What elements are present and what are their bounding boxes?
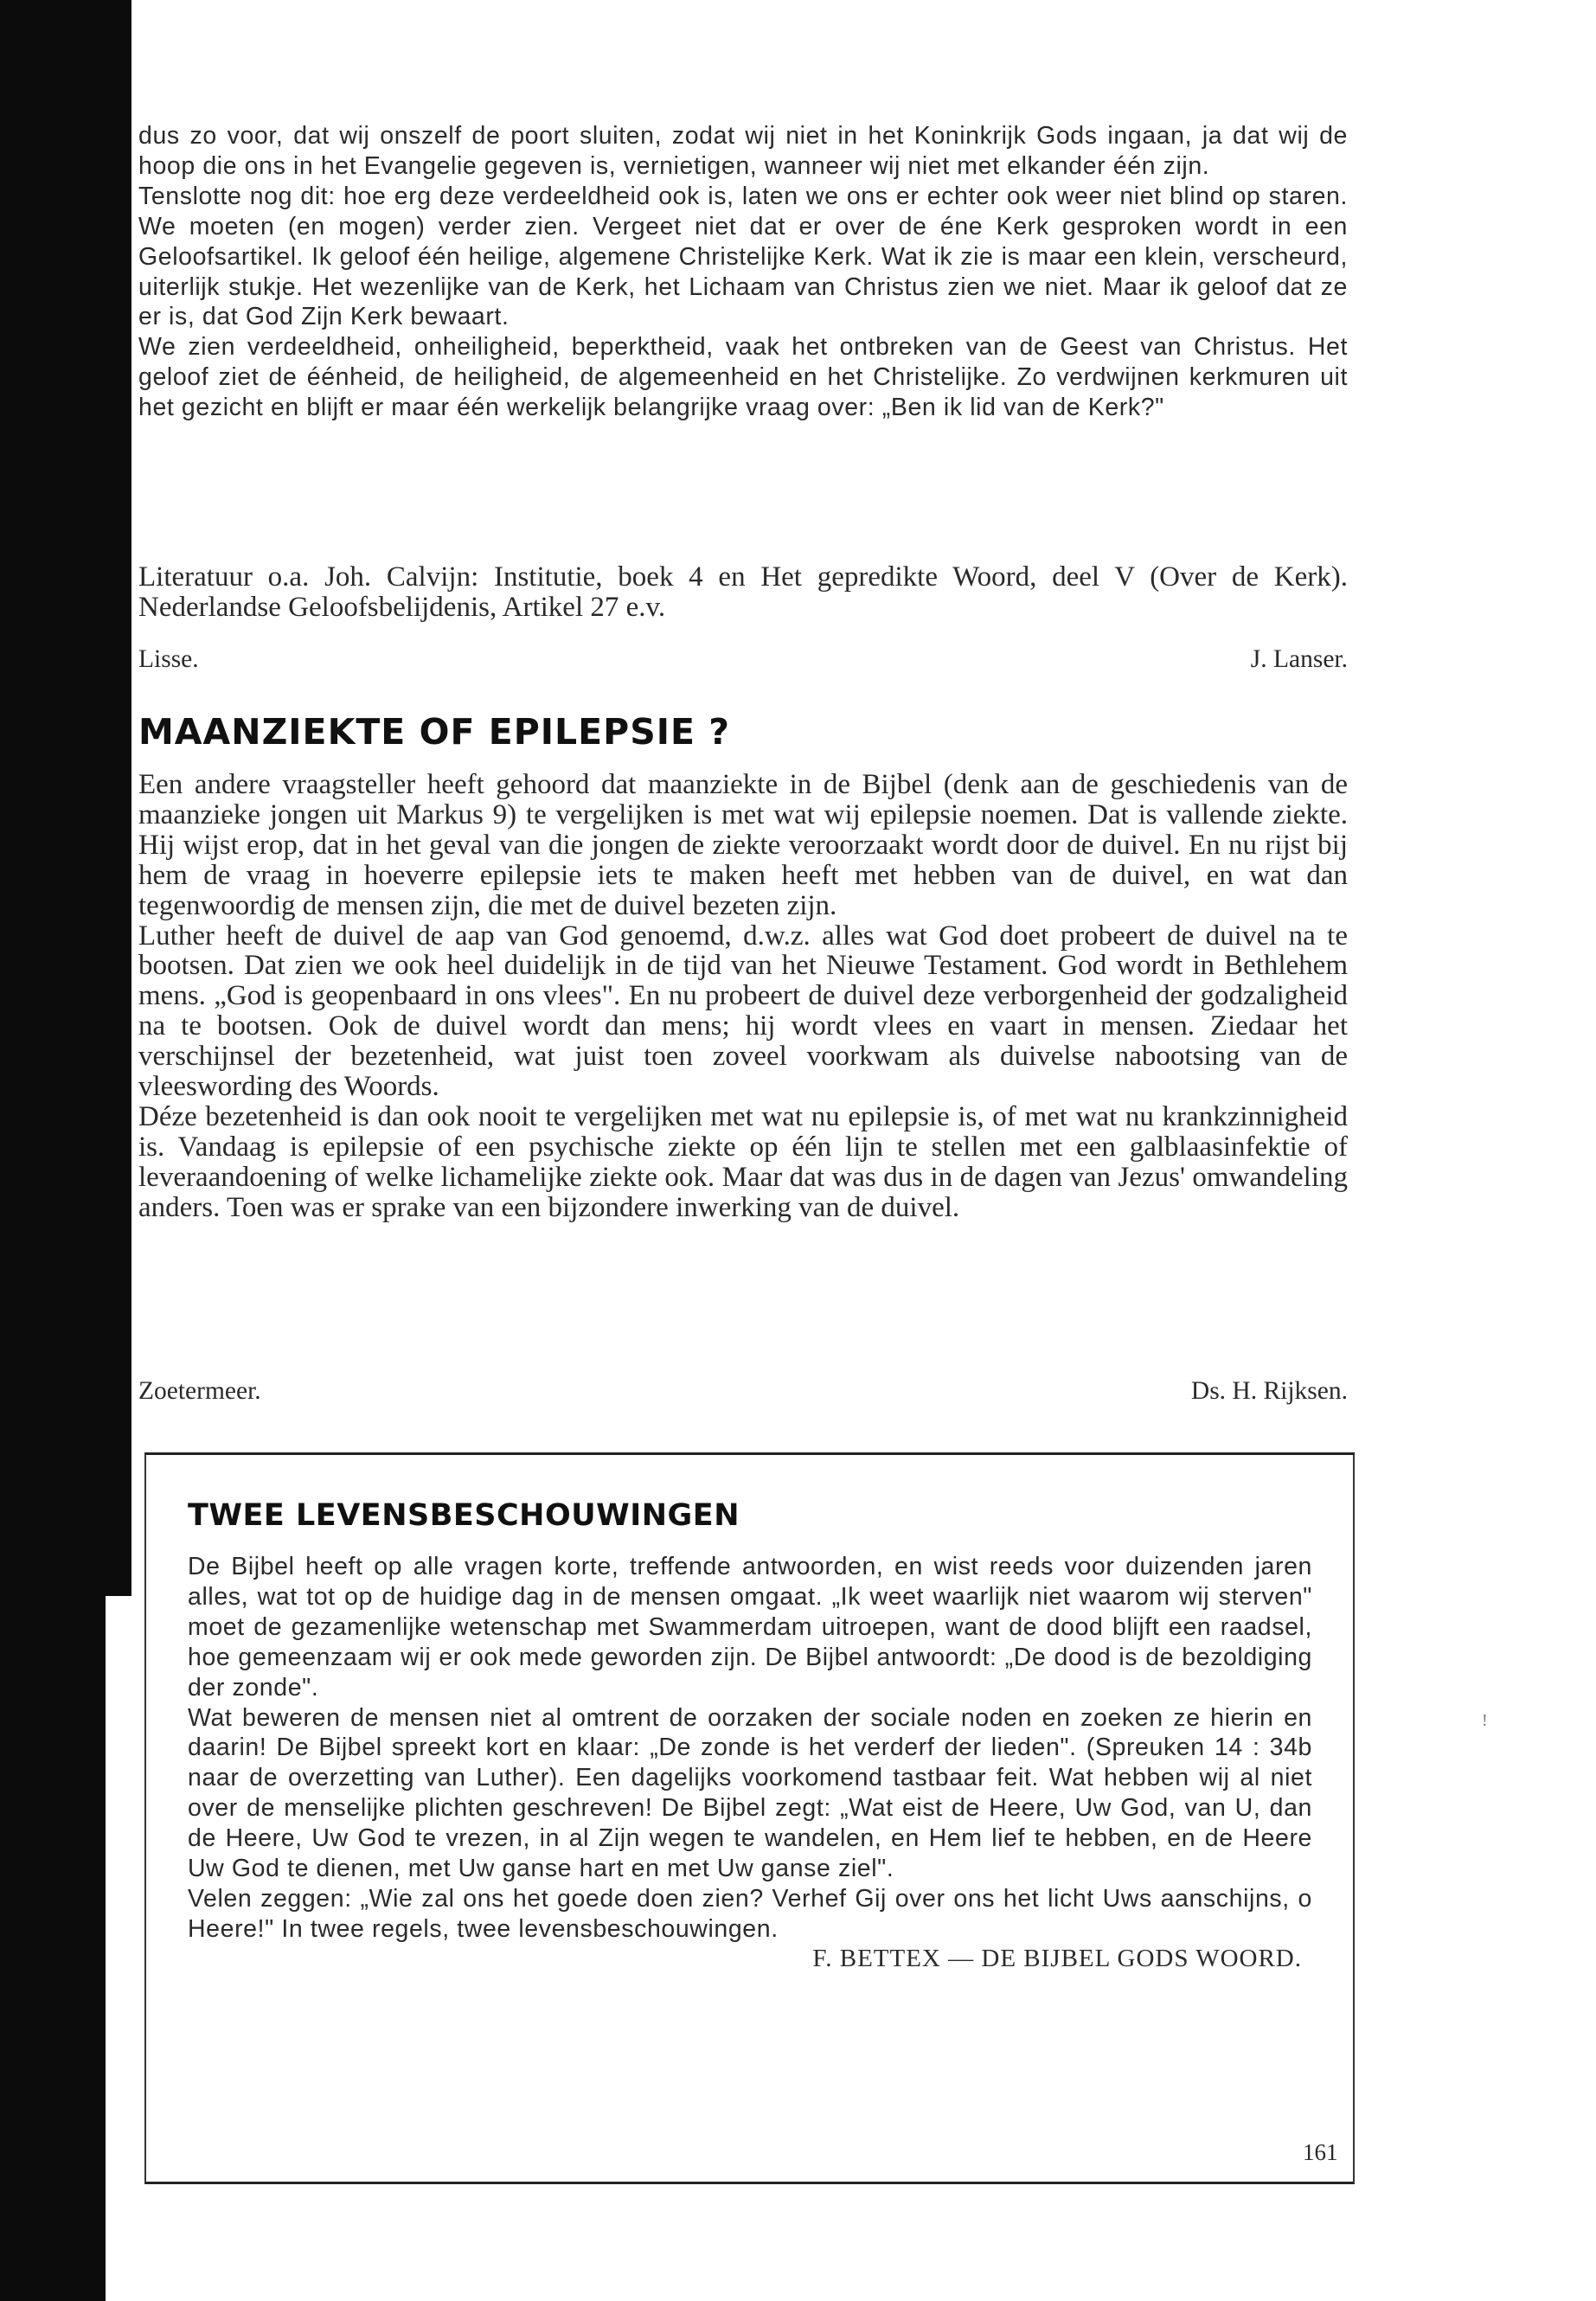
- paragraph: We zien verdeeldheid, onheiligheid, beperktheid, vaak het ontbreken van de Geest van Christus. Het geloof ziet de éénheid, de heiligheid, de algemeenheid en het Christelijke. Zo verdwijnen kerkmuren uit het gezicht en blijft er maar één werkelijk belangrijke vraag over: „Ben ik lid van de Kerk?": [138, 333, 1348, 422]
- scan-binding-shadow-lower: [0, 1596, 106, 2301]
- literature-text: Literatuur o.a. Joh. Calvijn: Institutie, boek 4 en Het gepredikte Woord, deel V (Over de Kerk). Nederlandse Geloofsbelijdenis, Artikel 27 e.v.: [138, 561, 1348, 623]
- paragraph: Tenslotte nog dit: hoe erg deze verdeeldheid ook is, laten we ons er echter ook weer niet blind op staren. We moeten (en mogen) verder zien. Vergeet niet dat er over de éne Kerk gesproken wordt in een Geloofsartikel. Ik geloof één heilige, algemene Christelijke Kerk. Wat ik zie is maar een klein, verscheurd, uiterlijk stukje. Het wezenlijke van de Kerk, het Lichaam van Christus zien we niet. Maar ik geloof dat ze er is, dat God Zijn Kerk bewaart.: [138, 182, 1348, 331]
- scan-binding-shadow: [0, 0, 131, 1596]
- paragraph: dus zo voor, dat wij onszelf de poort sluiten, zodat wij niet in het Koninkrijk Gods ingaan, ja dat wij de hoop die ons in het Evangelie gegeven is, vernietigen, wanneer wij niet met elkander één zijn.: [138, 122, 1348, 180]
- signature-place: Lisse.: [138, 645, 199, 673]
- signature-line: [138, 645, 1348, 674]
- signature-author: Ds. H. Rijksen.: [1190, 1377, 1348, 1405]
- article-maanziekte: [138, 711, 1348, 1223]
- paragraph: Déze bezetenheid is dan ook nooit te vergelijken met wat nu epilepsie is, of met wat nu krankzinnigheid is. Vandaag is epilepsie of een psychische ziekte op één lijn te stellen met een galblaasinfektie of leveraandoening of welke lichamelijke ziekte ook. Maar dat was dus in de dagen van Jezus' omwandeling anders. Toen was er sprake van een bijzondere inwerking van de duivel.: [138, 1100, 1348, 1223]
- signature-author: J. Lanser.: [1250, 645, 1348, 673]
- article-title: MAANZIEKTE OF EPILEPSIE ?: [138, 711, 731, 753]
- paragraph: De Bijbel heeft op alle vragen korte, treffende antwoorden, en wist reeds voor duizenden jaren alles, wat tot op de huidige dag in de mensen omgaat. „Ik weet waarlijk niet waarom wij sterven" moet de gezamenlijke wetenschap met Swammerdam uitroepen, want de dood blijft een raadsel, hoe gemeenzaam wij er ook mede geworden zijn. De Bijbel antwoordt: „De dood is de bezoldiging der zonde".: [188, 1553, 1312, 1702]
- previous-article-continuation: [138, 121, 1348, 423]
- boxed-article-content: [188, 1498, 1312, 1973]
- margin-mark: !: [1482, 1711, 1488, 1730]
- literature-reference: [138, 562, 1348, 623]
- signature-line: [138, 1377, 1348, 1406]
- paragraph: Luther heeft de duivel de aap van God genoemd, d.w.z. alles wat God doet probeert de duivel na te bootsen. Dat zien we ook heel duidelijk in de tijd van het Nieuwe Testament. God wordt in Bethlehem mens. „God is geopenbaard in ons vlees". En nu probeert de duivel deze verborgenheid der godzaligheid na te bootsen. Ook de duivel wordt dan mens; hij wordt vlees en vaart in mensen. Ziedaar het verschijnsel der bezetenheid, wat juist toen zoveel voorkwam als duivelse nabootsing van de vleeswording des Woords.: [138, 920, 1348, 1103]
- paragraph: Velen zeggen: „Wie zal ons het goede doen zien? Verhef Gij over ons het licht Uws aanschijns, o Heere!" In twee regels, twee levensbeschouwingen.: [188, 1884, 1312, 1943]
- page-number: 161: [1303, 2139, 1338, 2165]
- boxed-article: [144, 1452, 1355, 2184]
- paragraph: Een andere vraagsteller heeft gehoord dat maanziekte in de Bijbel (denk aan de geschiedenis van de maanzieke jongen uit Markus 9) te vergelijken is met wat wij epilepsie noemen. Dat is vallende ziekte. Hij wijst erop, dat in het geval van die jongen de ziekte veroorzaakt wordt door de duivel. En nu rijst bij hem de vraag in hoeverre epilepsie iets te maken heeft met hebben van de duivel, en wat dan tegenwoordig de mensen zijn, die met de duivel bezeten zijn.: [138, 769, 1348, 921]
- paragraph: Wat beweren de mensen niet al omtrent de oorzaken der sociale noden en zoeken ze hierin en daarin! De Bijbel spreekt kort en klaar: „De zonde is het verderf der lieden". (Spreuken 14 : 34b naar de overzetting van Luther). Een dagelijks voorkomend tastbaar feit. Wat hebben wij al niet over de menselijke plichten geschreven! De Bijbel zegt: „Wat eist de Heere, Uw God, van U, dan de Heere, Uw God te vrezen, in al Zijn wegen te wandelen, en Hem lief te hebben, en de Heere Uw God te dienen, met Uw ganse hart en met Uw ganse ziel".: [188, 1703, 1312, 1883]
- article-title: TWEE LEVENSBESCHOUWINGEN: [188, 1498, 740, 1533]
- attribution: F. BETTEX — DE BIJBEL GODS WOORD.: [812, 1944, 1302, 1972]
- signature-place: Zoetermeer.: [138, 1377, 261, 1405]
